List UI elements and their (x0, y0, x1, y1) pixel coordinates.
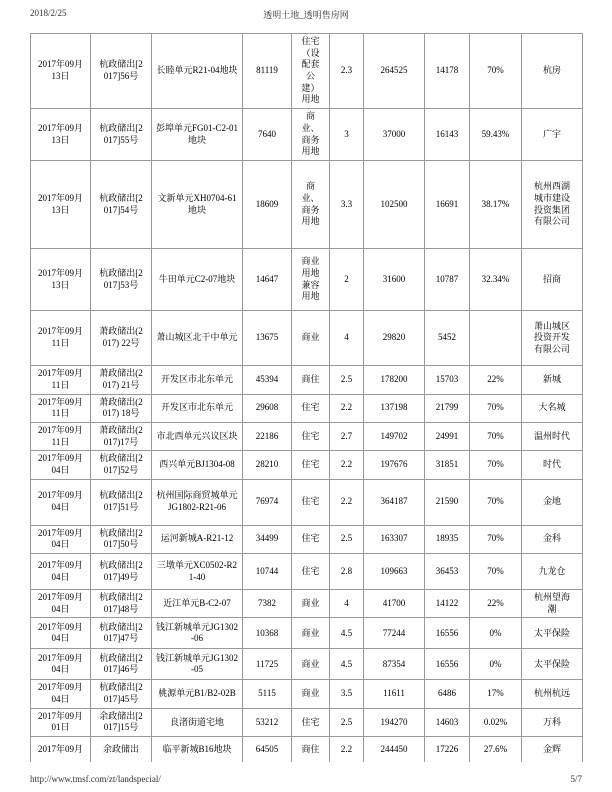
cell-total: 163307 (364, 525, 425, 553)
cell-pct: 27.6% (470, 737, 522, 762)
cell-price: 14178 (425, 34, 470, 109)
cell-date: 2017年09月11日 (31, 422, 91, 450)
cell-doc: 杭政储出[2017]54号 (91, 161, 152, 249)
cell-doc: 杭政储出[2017]46号 (91, 649, 152, 680)
cell-doc: 余政储出[2017]15号 (91, 708, 152, 736)
cell-ratio: 2.3 (330, 34, 364, 109)
print-footer (30, 770, 582, 784)
land-sales-table-wrap (30, 33, 583, 762)
cell-price: 16556 (425, 649, 470, 680)
table-row (31, 479, 583, 525)
cell-doc: 杭政储出[2017]52号 (91, 451, 152, 479)
cell-buyer: 大名城 (522, 394, 583, 422)
cell-ratio: 2.7 (330, 422, 364, 450)
cell-total: 178200 (364, 366, 425, 394)
cell-use: 商业用地兼容用地 (292, 249, 330, 311)
cell-date: 2017年09月13日 (31, 161, 91, 249)
cell-parcel: 杭州国际商贸城单元JG1802-R21-06 (152, 479, 243, 525)
cell-use: 商住 (292, 366, 330, 394)
cell-date: 2017年09月04日 (31, 649, 91, 680)
cell-use: 商住 (292, 737, 330, 762)
cell-use: 商业 (292, 590, 330, 618)
cell-price: 16691 (425, 161, 470, 249)
cell-parcel: 桃源单元B1/B2-02B (152, 680, 243, 708)
cell-total: 264525 (364, 34, 425, 109)
page-title: 透明土地_透明售房网 (263, 10, 349, 20)
cell-ratio: 4 (330, 311, 364, 366)
cell-total: 87354 (364, 649, 425, 680)
cell-total: 102500 (364, 161, 425, 249)
cell-ratio: 2.5 (330, 366, 364, 394)
cell-area: 45394 (243, 366, 292, 394)
cell-doc: 杭政储出[2017]50号 (91, 525, 152, 553)
cell-doc: 杭政储出[2017]55号 (91, 109, 152, 161)
cell-area: 11725 (243, 649, 292, 680)
cell-price: 21590 (425, 479, 470, 525)
cell-total: 11611 (364, 680, 425, 708)
cell-date: 2017年09月04日 (31, 451, 91, 479)
cell-parcel: 近江单元B-C2-07 (152, 590, 243, 618)
table-row (31, 451, 583, 479)
cell-pct: 70% (470, 525, 522, 553)
cell-date: 2017年09月04日 (31, 680, 91, 708)
cell-buyer: 金地 (522, 479, 583, 525)
cell-price: 6486 (425, 680, 470, 708)
cell-doc: 萧政储出(2017) 22号 (91, 311, 152, 366)
cell-pct: 70% (470, 422, 522, 450)
cell-price: 14122 (425, 590, 470, 618)
cell-use: 商业 (292, 680, 330, 708)
cell-pct: 38.17% (470, 161, 522, 249)
cell-area: 10744 (243, 554, 292, 590)
cell-price: 14603 (425, 708, 470, 736)
cell-date: 2017年09月04日 (31, 525, 91, 553)
cell-area: 34499 (243, 525, 292, 553)
cell-parcel: 运河新城A-R21-12 (152, 525, 243, 553)
cell-doc: 杭政储出[2017]45号 (91, 680, 152, 708)
cell-total: 77244 (364, 618, 425, 649)
cell-ratio: 3 (330, 109, 364, 161)
cell-price: 31851 (425, 451, 470, 479)
table-row (31, 394, 583, 422)
cell-parcel: 牛田单元C2-07地块 (152, 249, 243, 311)
cell-use: 住宅 (292, 422, 330, 450)
footer-page-number: 5/7 (570, 774, 582, 784)
cell-use: 住宅（设配套公建）用地 (292, 34, 330, 109)
cell-parcel: 三墩单元XC0502-R21-40 (152, 554, 243, 590)
cell-area: 76974 (243, 479, 292, 525)
cell-use: 住宅 (292, 708, 330, 736)
cell-doc: 杭政储出[2017]53号 (91, 249, 152, 311)
cell-buyer: 九龙仓 (522, 554, 583, 590)
cell-area: 28210 (243, 451, 292, 479)
cell-buyer: 杭州杭远 (522, 680, 583, 708)
table-row (31, 311, 583, 366)
cell-buyer: 太平保险 (522, 649, 583, 680)
cell-use: 商业 (292, 618, 330, 649)
cell-date: 2017年09月11日 (31, 366, 91, 394)
cell-pct: 70% (470, 479, 522, 525)
cell-parcel: 彭埠单元FG01-C2-01地块 (152, 109, 243, 161)
cell-use: 住宅 (292, 451, 330, 479)
cell-ratio: 2.2 (330, 451, 364, 479)
table-row (31, 161, 583, 249)
cell-parcel: 市北西单元兴议区块 (152, 422, 243, 450)
table-row (31, 680, 583, 708)
cell-price: 18935 (425, 525, 470, 553)
cell-ratio: 2 (330, 249, 364, 311)
cell-area: 29608 (243, 394, 292, 422)
cell-total: 29820 (364, 311, 425, 366)
cell-area: 22186 (243, 422, 292, 450)
table-row (31, 109, 583, 161)
cell-buyer: 杭州望海潮 (522, 590, 583, 618)
cell-total: 194270 (364, 708, 425, 736)
cell-ratio: 3.5 (330, 680, 364, 708)
header-date: 2018/2/25 (30, 8, 67, 18)
land-sales-table (30, 33, 583, 762)
cell-pct: 32.34% (470, 249, 522, 311)
cell-price: 16143 (425, 109, 470, 161)
cell-price: 16556 (425, 618, 470, 649)
cell-pct: 22% (470, 366, 522, 394)
cell-buyer: 时代 (522, 451, 583, 479)
cell-pct: 17% (470, 680, 522, 708)
cell-use: 住宅 (292, 479, 330, 525)
cell-use: 商业 (292, 311, 330, 366)
cell-date: 2017年09月04日 (31, 618, 91, 649)
cell-price: 10787 (425, 249, 470, 311)
cell-total: 41700 (364, 590, 425, 618)
cell-total: 197676 (364, 451, 425, 479)
cell-buyer: 金辉 (522, 737, 583, 762)
cell-area: 10368 (243, 618, 292, 649)
cell-pct: 70% (470, 394, 522, 422)
cell-date: 2017年09月04日 (31, 554, 91, 590)
cell-total: 31600 (364, 249, 425, 311)
cell-parcel: 开发区市北东单元 (152, 366, 243, 394)
cell-pct: 70% (470, 554, 522, 590)
cell-total: 364187 (364, 479, 425, 525)
cell-pct: 0% (470, 618, 522, 649)
cell-date: 2017年09月 (31, 737, 91, 762)
cell-date: 2017年09月13日 (31, 249, 91, 311)
cell-date: 2017年09月13日 (31, 109, 91, 161)
table-row (31, 737, 583, 762)
table-row (31, 525, 583, 553)
cell-parcel: 钱江新城单元JG1302-05 (152, 649, 243, 680)
cell-area: 81119 (243, 34, 292, 109)
cell-area: 18609 (243, 161, 292, 249)
cell-doc: 杭政储出[2017]49号 (91, 554, 152, 590)
cell-doc: 萧政储出(2017)17号 (91, 422, 152, 450)
cell-date: 2017年09月11日 (31, 311, 91, 366)
cell-ratio: 2.2 (330, 737, 364, 762)
cell-price: 17226 (425, 737, 470, 762)
cell-use: 商业、商务用地 (292, 109, 330, 161)
cell-buyer: 杭州西湖城市建设投资集团有限公司 (522, 161, 583, 249)
table-row (31, 618, 583, 649)
cell-ratio: 2.5 (330, 525, 364, 553)
cell-date: 2017年09月01日 (31, 708, 91, 736)
cell-date: 2017年09月11日 (31, 394, 91, 422)
cell-pct: 0.02% (470, 708, 522, 736)
cell-parcel: 良渚街道宅地 (152, 708, 243, 736)
cell-pct: 0% (470, 649, 522, 680)
cell-pct: 59.43% (470, 109, 522, 161)
cell-buyer: 新城 (522, 366, 583, 394)
cell-parcel: 萧山城区北干中单元 (152, 311, 243, 366)
cell-ratio: 2.5 (330, 708, 364, 736)
cell-area: 5115 (243, 680, 292, 708)
cell-price: 36453 (425, 554, 470, 590)
cell-buyer: 杭房 (522, 34, 583, 109)
cell-use: 住宅 (292, 525, 330, 553)
table-row (31, 249, 583, 311)
cell-buyer: 太平保险 (522, 618, 583, 649)
table-row (31, 708, 583, 736)
cell-buyer: 万科 (522, 708, 583, 736)
cell-total: 37000 (364, 109, 425, 161)
table-row (31, 366, 583, 394)
cell-area: 13675 (243, 311, 292, 366)
cell-area: 53212 (243, 708, 292, 736)
cell-price: 21799 (425, 394, 470, 422)
cell-ratio: 2.2 (330, 394, 364, 422)
land-table-body (31, 34, 583, 763)
cell-use: 商业 (292, 649, 330, 680)
cell-doc: 杭政储出[2017]56号 (91, 34, 152, 109)
cell-total: 244450 (364, 737, 425, 762)
table-row (31, 649, 583, 680)
cell-price: 5452 (425, 311, 470, 366)
cell-price: 15703 (425, 366, 470, 394)
cell-pct (470, 311, 522, 366)
cell-total: 149702 (364, 422, 425, 450)
cell-buyer: 萧山城区投资开发有限公司 (522, 311, 583, 366)
cell-area: 14647 (243, 249, 292, 311)
cell-parcel: 钱江新城单元JG1302-06 (152, 618, 243, 649)
cell-doc: 杭政储出[2017]47号 (91, 618, 152, 649)
cell-ratio: 4.5 (330, 649, 364, 680)
cell-parcel: 长睦单元R21-04地块 (152, 34, 243, 109)
cell-use: 住宅 (292, 554, 330, 590)
footer-url: http://www.tmsf.com/zt/landspecial/ (30, 774, 161, 784)
cell-ratio: 2.2 (330, 479, 364, 525)
cell-total: 109663 (364, 554, 425, 590)
cell-ratio: 4 (330, 590, 364, 618)
cell-buyer: 金科 (522, 525, 583, 553)
cell-ratio: 4.5 (330, 618, 364, 649)
cell-ratio: 2.8 (330, 554, 364, 590)
cell-pct: 70% (470, 34, 522, 109)
print-header (30, 8, 582, 22)
table-row (31, 34, 583, 109)
cell-doc: 萧政储出(2017) 21号 (91, 366, 152, 394)
cell-ratio: 3.3 (330, 161, 364, 249)
cell-price: 24991 (425, 422, 470, 450)
cell-date: 2017年09月04日 (31, 590, 91, 618)
table-row (31, 554, 583, 590)
cell-date: 2017年09月04日 (31, 479, 91, 525)
cell-area: 7640 (243, 109, 292, 161)
cell-use: 商业、商务用地 (292, 161, 330, 249)
cell-pct: 70% (470, 451, 522, 479)
cell-parcel: 开发区市北东单元 (152, 394, 243, 422)
cell-parcel: 临平新城B16地块 (152, 737, 243, 762)
cell-doc: 杭政储出[2017]48号 (91, 590, 152, 618)
cell-date: 2017年09月13日 (31, 34, 91, 109)
cell-buyer: 广宇 (522, 109, 583, 161)
cell-doc: 余政储出 (91, 737, 152, 762)
table-row (31, 422, 583, 450)
cell-parcel: 西兴单元BJ1304-08 (152, 451, 243, 479)
cell-doc: 萧政储出(2017) 18号 (91, 394, 152, 422)
cell-buyer: 温州时代 (522, 422, 583, 450)
table-row (31, 590, 583, 618)
cell-pct: 22% (470, 590, 522, 618)
cell-parcel: 文新单元XH0704-61地块 (152, 161, 243, 249)
cell-doc: 杭政储出[2017]51号 (91, 479, 152, 525)
cell-area: 7382 (243, 590, 292, 618)
cell-total: 137198 (364, 394, 425, 422)
cell-buyer: 招商 (522, 249, 583, 311)
cell-use: 住宅 (292, 394, 330, 422)
cell-area: 64505 (243, 737, 292, 762)
